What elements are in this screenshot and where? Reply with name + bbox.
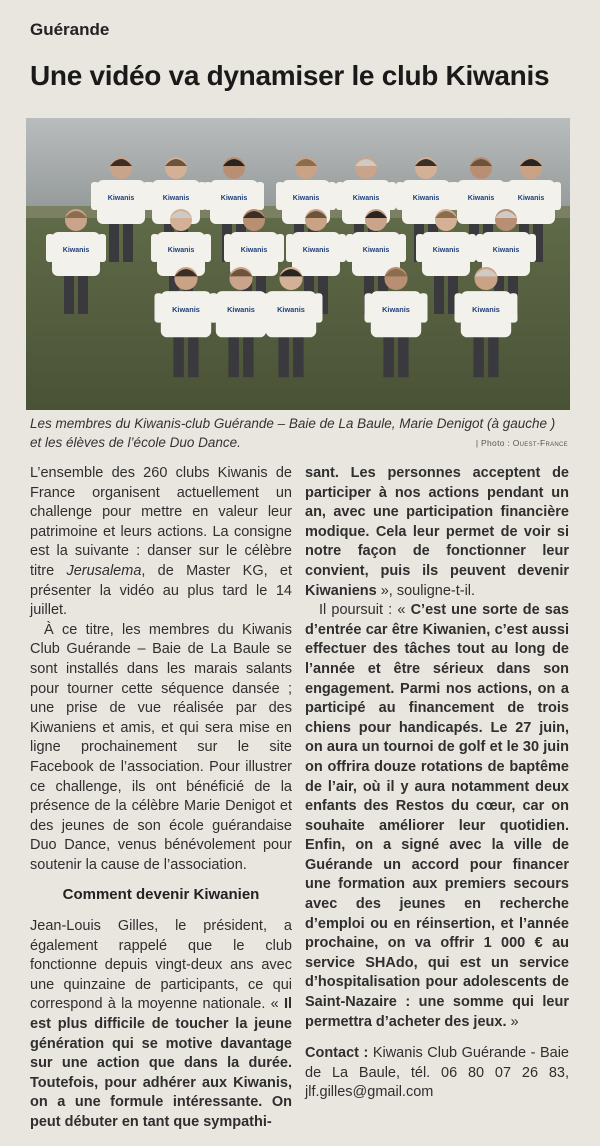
paragraph-actions: Il poursuit : « C’est une sorte de sas d’entrée car être Kiwanien, c’est aussi effectuer des tâches tout au long de l’année et être sérieux dans son engagement. Parmi nos actions, on a participé au financement de trois chiens pour handicapés. Le 27 juin, on aura un tournoi de golf et le 30 juin on offrira douze rotations de baptême de l’air, où il y aura notamment deux enfants des Restos du cœur, car on souhaite améliorer leur quotidien. Enfin, on a signé avec la ville de Guérande un accord pour financer une formation aux premiers secours avec des jeunes en recherche d’emploi ou en réinsertion, et l’année prochaine, on va offrir 1 000 € au service SHAdo, qui est un service d’hospitalisation pour adolescents de Saint-Nazaire : une somme qui leur permettra d’acheter des jeux. » bbox=[305, 602, 570, 1030]
shirt-logo-text: Kiwanis bbox=[517, 195, 545, 202]
shirt-logo-text: Kiwanis bbox=[362, 247, 390, 254]
shirt-logo-text: Kiwanis bbox=[492, 247, 520, 254]
article-column-2 bbox=[305, 464, 569, 1103]
shirt-logo-text: Kiwanis bbox=[107, 195, 135, 202]
shirt-logo-text: Kiwanis bbox=[172, 305, 200, 315]
song-title: Jerusalema bbox=[66, 562, 142, 579]
article-headline: Une vidéo va dynamiser le club Kiwanis bbox=[30, 60, 550, 91]
section-subhead: Comment devenir Kiwanien bbox=[62, 886, 260, 904]
shirt-logo-text: Kiwanis bbox=[472, 305, 500, 315]
shirt-logo-text: Kiwanis bbox=[292, 195, 320, 202]
shirt-logo-text: Kiwanis bbox=[467, 195, 495, 202]
shirt-logo-text: Kiwanis bbox=[162, 195, 190, 202]
shirt-logo-text: Kiwanis bbox=[412, 195, 440, 202]
photo-caption: Les membres du Kiwanis-club Guérande – Baie de La Baule, Marie Denigot (à gauche ) et les élèves de l’école Duo Dance. bbox=[30, 416, 556, 450]
shirt-logo-text: Kiwanis bbox=[167, 247, 195, 254]
contact-label: Contact : bbox=[305, 1045, 369, 1062]
credit-source: Ouest-France bbox=[512, 438, 568, 448]
article-location: Guérande bbox=[30, 20, 110, 39]
shirt-logo-text: Kiwanis bbox=[220, 195, 248, 202]
paragraph-president: Jean-Louis Gilles, le président, a également rappelé que le club fonctionne depuis vingt-deux ans avec une quinzaine de participants, ce qui correspond à la moyenne nationale. « Il est plus difficile de toucher la jeune génération qui se motive davantage sur une action que dans la durée. Toutefois, pour adhérer aux Kiwanis, on a une formule intéressante. On peut débuter en tant que sympathi- bbox=[30, 918, 292, 1130]
shirt-logo-text: Kiwanis bbox=[62, 247, 90, 254]
shirt-logo-text: Kiwanis bbox=[352, 195, 380, 202]
shirt-logo-text: Kiwanis bbox=[302, 247, 330, 254]
shirt-logo-text: Kiwanis bbox=[240, 247, 268, 254]
contact-info bbox=[305, 1044, 569, 1103]
shirt-logo-text: Kiwanis bbox=[227, 305, 255, 315]
shirt-logo-text: Kiwanis bbox=[382, 305, 410, 315]
group-photo-illustration bbox=[26, 118, 570, 410]
shirt-logo-text: Kiwanis bbox=[432, 247, 460, 254]
photo-credit bbox=[476, 438, 568, 448]
contact-details: Kiwanis Club Guérande - Baie de La Baule, tél. 06 80 07 26 83, jlf.gilles@gmail.com bbox=[305, 1045, 569, 1101]
shirt-logo-text: Kiwanis bbox=[277, 305, 305, 315]
paragraph-intro: L’ensemble des 260 clubs Kiwanis de France organisent actuellement un challenge pour mettre en valeur leur patrimoine et leurs actions. La consigne est la suivante : danser sur le célèbre titre Jerusalema, de Master KG, et présenter la vidéo au plus tard le 14 juillet. bbox=[30, 465, 292, 619]
article-column-1 bbox=[30, 464, 292, 1133]
article-photo bbox=[26, 118, 570, 410]
paragraph-filming: À ce titre, les membres du Kiwanis Club Guérande – Baie de La Baule se sont installés dans les marais salants pour tourner cette séquence dansée ; une prise de vue réalisée par des Kiwaniens et amis, et qui sera mise en ligne prochainement sur le site Facebook de l’association. Pour illustrer ce challenge, ils ont bénéficié de la présence de la célèbre Marie Denigot et des jeunes de son école guérandaise Duo Dance, venus bénévolement pour soutenir la cause de l’association. bbox=[30, 621, 292, 873]
credit-label: | Photo : bbox=[475, 438, 513, 448]
paragraph-membership: sant. Les personnes acceptent de participer à nos actions pendant un an, avec une participation financière modique. Cela leur permet de voir si notre façon de fonctionner leur convient, puis ils peuvent devenir Kiwaniens », souligne-t-il. bbox=[305, 465, 569, 599]
